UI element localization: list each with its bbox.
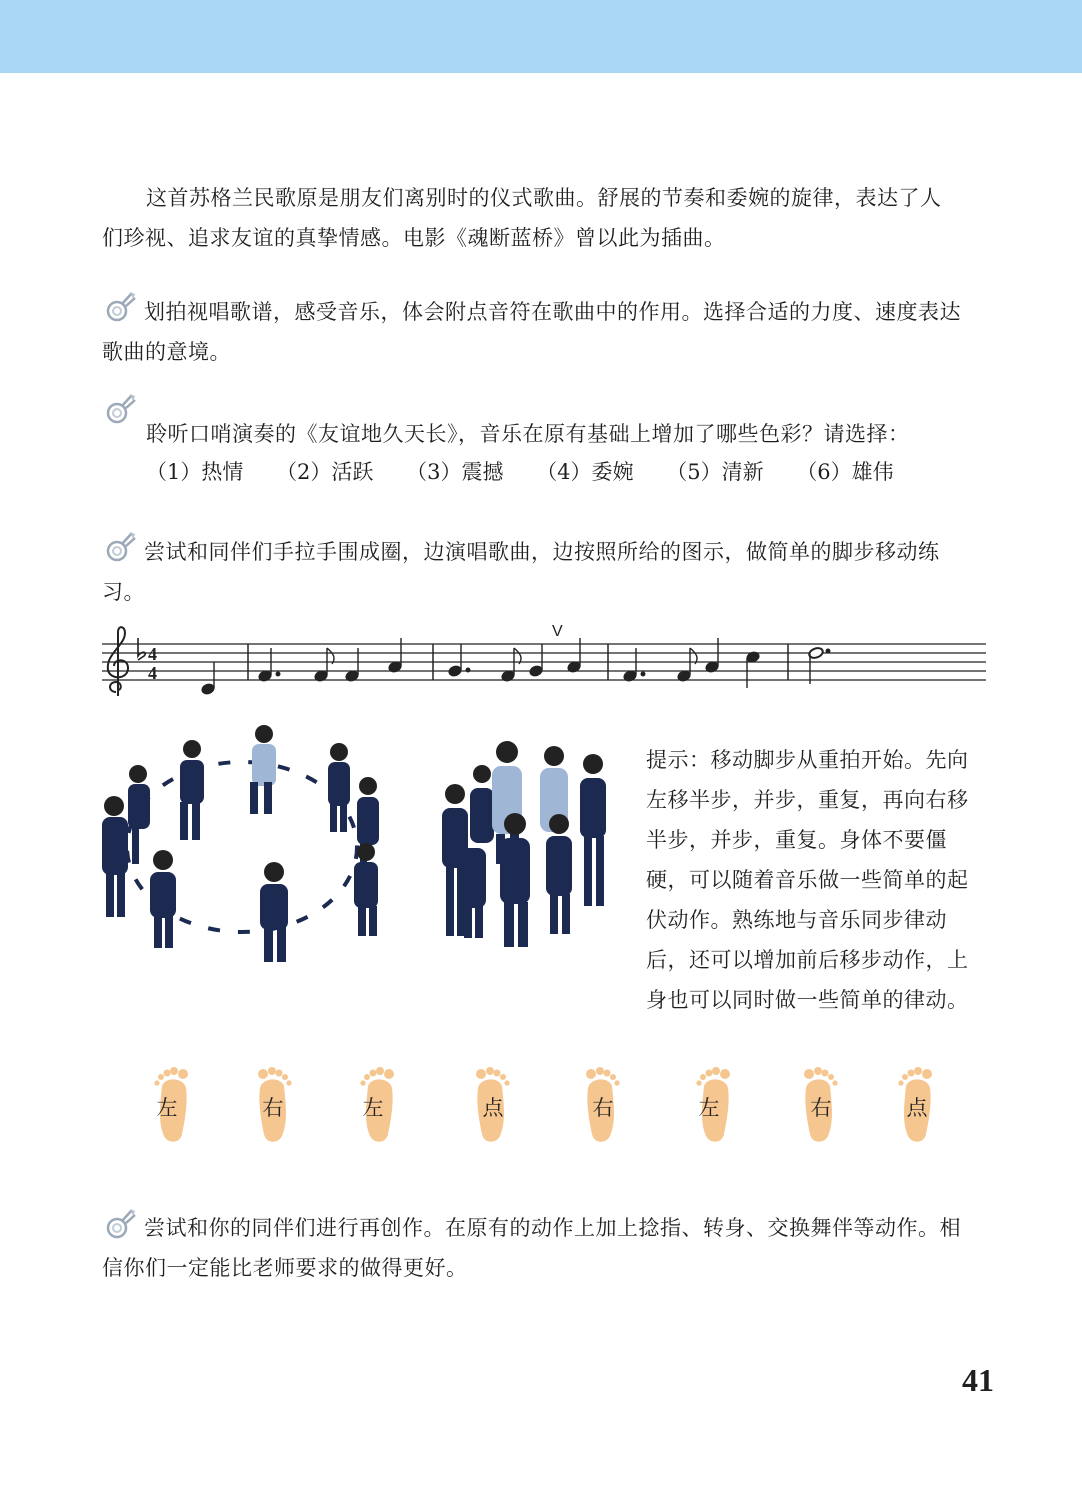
choice-item: （3）震撼 bbox=[406, 460, 504, 484]
choice-item: （2）活跃 bbox=[276, 460, 374, 484]
page-number: 41 bbox=[962, 1362, 994, 1398]
step-label: 点 bbox=[482, 1096, 504, 1120]
activity-circle-dance: 尝试和同伴们手拉手围成圈，边演唱歌曲，边按照所给的图示，做简单的脚步移动练习。 bbox=[102, 540, 940, 604]
tip-text: 提示：移动脚步从重拍开始。先向左移半步，并步，重复，再向右移半步，并步，重复。身体不要僵硬，可以随着音乐做一些简单的起伏动作。熟练地与音乐同步律动后，还可以增加前后移步动作，上身也可以同时做一些简单的律动。 bbox=[646, 748, 969, 1012]
step-label: 右 bbox=[810, 1096, 832, 1120]
intro-line-2: 们珍视、追求友谊的真挚情感。电影《魂断蓝桥》曾以此为插曲。 bbox=[102, 226, 726, 250]
students-circle-photo bbox=[92, 722, 392, 967]
step-label: 左 bbox=[362, 1096, 384, 1120]
step-label: 右 bbox=[262, 1096, 284, 1120]
activity-recreation: 尝试和你的同伴们进行再创作。在原有的动作上加上捻指、转身、交换舞伴等动作。相信你们一定能比老师要求的做得更好。 bbox=[102, 1216, 961, 1280]
choice-item: （4）委婉 bbox=[536, 460, 634, 484]
flat-sign-icon bbox=[138, 638, 145, 660]
students-group-photo bbox=[430, 738, 630, 953]
svg-text:4: 4 bbox=[148, 663, 157, 683]
choice-item: （6）雄伟 bbox=[796, 460, 894, 484]
activity-listening: 聆听口哨演奏的《友谊地久天长》，音乐在原有基础上增加了哪些色彩？请选择： bbox=[146, 422, 910, 446]
step-label: 左 bbox=[698, 1096, 720, 1120]
intro-line-1: 这首苏格兰民歌原是朋友们离别时的仪式歌曲。舒展的节奏和委婉的旋律，表达了人 bbox=[146, 186, 942, 210]
step-label: 点 bbox=[906, 1096, 928, 1120]
header-color-band bbox=[0, 0, 1082, 73]
choice-list bbox=[146, 455, 920, 489]
step-label: 左 bbox=[156, 1096, 178, 1120]
svg-text:4: 4 bbox=[148, 644, 157, 664]
intro-paragraph bbox=[102, 178, 982, 258]
choice-item: （1）热情 bbox=[146, 460, 244, 484]
breath-mark: V bbox=[552, 623, 563, 640]
time-signature bbox=[148, 644, 157, 683]
music-score bbox=[102, 618, 988, 704]
step-label: 右 bbox=[592, 1096, 614, 1120]
activity-sight-singing: 划拍视唱歌谱，感受音乐，体会附点音符在歌曲中的作用。选择合适的力度、速度表达歌曲的意境。 bbox=[102, 300, 961, 364]
french-horn-icon bbox=[102, 392, 136, 426]
choice-item: （5）清新 bbox=[666, 460, 764, 484]
